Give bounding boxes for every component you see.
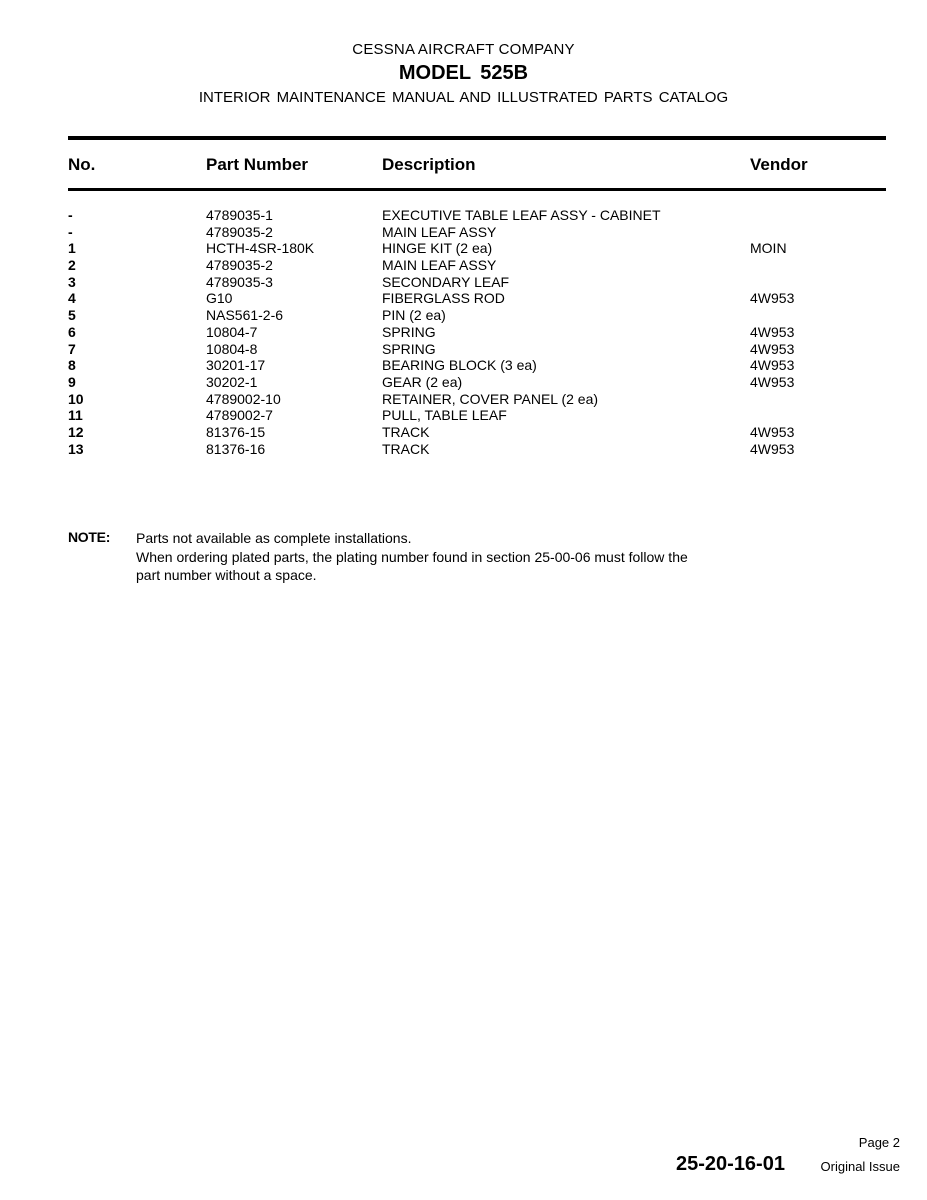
item-number: 4 xyxy=(68,290,76,307)
table-row xyxy=(0,391,927,408)
description: GEAR (2 ea) xyxy=(382,373,463,390)
item-number: 5 xyxy=(68,307,76,324)
table-row xyxy=(0,441,927,458)
table-row xyxy=(0,407,927,424)
table-row xyxy=(0,240,927,257)
manual-title: INTERIOR MAINTENANCE MANUAL AND ILLUSTRATED PARTS CATALOG xyxy=(198,89,729,106)
part-number: 10804-8 xyxy=(206,340,258,357)
page-number: Page 2 xyxy=(858,1135,900,1150)
part-number: 81376-16 xyxy=(206,440,266,457)
part-number: 4789035-2 xyxy=(206,223,273,240)
part-number: 4789002-7 xyxy=(206,407,273,424)
item-number: 13 xyxy=(68,440,84,457)
part-number: G10 xyxy=(206,290,233,307)
description: RETAINER, COVER PANEL (2 ea) xyxy=(382,390,599,407)
part-number: 30202-1 xyxy=(206,373,258,390)
parts-table xyxy=(0,207,927,457)
column-header-description: Description xyxy=(382,155,476,174)
note-line: part number without a space. xyxy=(136,567,317,583)
note-label: NOTE: xyxy=(68,529,111,545)
note-line: Parts not available as complete installations. xyxy=(136,530,412,546)
description: SPRING xyxy=(382,323,436,340)
vendor-code: 4W953 xyxy=(750,373,795,390)
item-number: 3 xyxy=(68,273,76,290)
description: PIN (2 ea) xyxy=(382,307,446,324)
table-row xyxy=(0,207,927,224)
issue-status: Original Issue xyxy=(820,1159,900,1174)
description: MAIN LEAF ASSY xyxy=(382,223,497,240)
vendor-code: 4W953 xyxy=(750,423,795,440)
part-number: 4789035-3 xyxy=(206,273,273,290)
table-row xyxy=(0,274,927,291)
description: SECONDARY LEAF xyxy=(382,273,510,290)
vendor-code: 4W953 xyxy=(750,323,795,340)
company-name: CESSNA AIRCRAFT COMPANY xyxy=(352,41,575,58)
table-row xyxy=(0,341,927,358)
column-header-part-number: Part Number xyxy=(206,155,309,174)
vendor-code: 4W953 xyxy=(750,340,795,357)
header-rule xyxy=(68,188,886,191)
table-row xyxy=(0,257,927,274)
item-number: 12 xyxy=(68,423,84,440)
part-number: 10804-7 xyxy=(206,323,258,340)
item-number: 11 xyxy=(68,407,83,424)
description: TRACK xyxy=(382,440,430,457)
item-number: 9 xyxy=(68,373,76,390)
column-header-vendor: Vendor xyxy=(750,155,808,174)
vendor-code: 4W953 xyxy=(750,440,795,457)
vendor-code: MOIN xyxy=(750,240,787,257)
item-number: 7 xyxy=(68,340,76,357)
column-header-no: No. xyxy=(68,155,96,174)
table-row xyxy=(0,324,927,341)
part-number: 4789002-10 xyxy=(206,390,281,407)
vendor-code: 4W953 xyxy=(750,357,795,374)
part-number: 4789035-2 xyxy=(206,257,273,274)
note-text xyxy=(136,529,756,585)
note-line: When ordering plated parts, the plating number found in section 25-00-06 must follow the xyxy=(136,548,688,565)
item-number: 1 xyxy=(68,240,76,257)
part-number: 4789035-1 xyxy=(206,207,273,223)
description: HINGE KIT (2 ea) xyxy=(382,240,493,257)
vendor-code: 4W953 xyxy=(750,290,795,307)
item-number: - xyxy=(68,207,73,223)
top-rule xyxy=(68,136,886,140)
part-number: HCTH-4SR-180K xyxy=(206,240,315,257)
table-row xyxy=(0,307,927,324)
description: BEARING BLOCK (3 ea) xyxy=(382,357,537,374)
part-number: 81376-15 xyxy=(206,423,266,440)
item-number: 10 xyxy=(68,390,84,407)
description: PULL, TABLE LEAF xyxy=(382,407,507,424)
part-number: 30201-17 xyxy=(206,357,266,374)
table-row xyxy=(0,374,927,391)
description: EXECUTIVE TABLE LEAF ASSY - CABINET xyxy=(382,207,661,223)
section-code: 25-20-16-01 xyxy=(676,1153,785,1175)
part-number: NAS561-2-6 xyxy=(206,307,284,324)
description: TRACK xyxy=(382,423,430,440)
description: MAIN LEAF ASSY xyxy=(382,257,497,274)
item-number: 8 xyxy=(68,357,76,374)
table-row xyxy=(0,357,927,374)
description: FIBERGLASS ROD xyxy=(382,290,505,307)
table-row xyxy=(0,224,927,241)
item-number: - xyxy=(68,223,73,240)
table-row xyxy=(0,424,927,441)
item-number: 6 xyxy=(68,323,76,340)
description: SPRING xyxy=(382,340,436,357)
table-row xyxy=(0,290,927,307)
model-title: MODEL 525B xyxy=(398,62,529,84)
item-number: 2 xyxy=(68,257,76,274)
